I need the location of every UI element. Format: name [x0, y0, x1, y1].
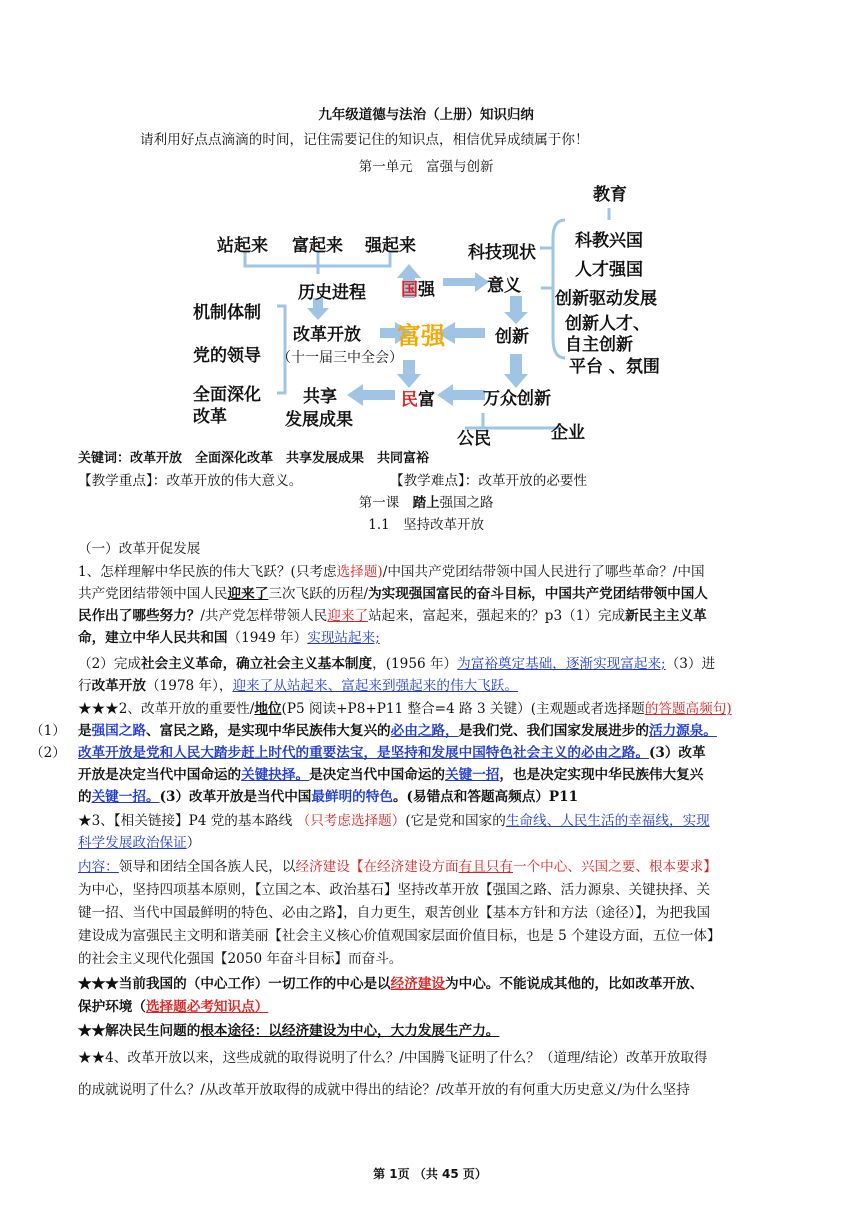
q1-l2d: 为实现强国富民的奋斗目标，中国共产党团结带领中国人	[368, 586, 708, 602]
q1-l5a: （2）完成	[78, 656, 142, 672]
diagram-label-fuqilai: 富起来	[292, 236, 343, 256]
lesson-title-b: 踏上	[412, 495, 440, 511]
diagram-label-lishijincheng: 历史进程	[298, 283, 366, 303]
q3-l3f: 一个中心、兴国之要、根本要求】	[513, 859, 717, 875]
unit-title: 第一单元 富强与创新	[358, 159, 494, 175]
mind-map-diagram	[185, 178, 675, 448]
diagram-label-fazhanchengguo: 发展成果	[285, 410, 353, 430]
q1-l4c: 实现站起来;	[307, 630, 380, 646]
q3-l1b: （只考虑选择题）	[296, 813, 406, 829]
fu-char: 富	[418, 390, 435, 410]
star3-l2b: 选择题必考知识点）	[145, 999, 269, 1015]
q1-l1c: /中国共产党团结带领中国人民进行了哪些革命？/中国	[382, 564, 705, 580]
teaching-difficult: 【教学难点】：改革开放的必要性	[390, 473, 588, 489]
q2-l2e: 是我们党、我们国家发展进步的	[458, 723, 649, 739]
q2-l2a: 是	[78, 723, 92, 739]
q2-l2f: 活力源泉。	[648, 723, 717, 739]
qiang-char: 强	[418, 280, 435, 300]
q1-l2c: 三次飞跃的历程/	[268, 586, 369, 602]
doc-intro: 请利用好点点滴滴的时间，记住需要记住的知识点，相信优异成绩属于你！	[140, 132, 589, 148]
q1-line-4	[78, 627, 380, 649]
q2-l1d: 的答题高频句)	[644, 701, 732, 717]
q3-l1c: (它是党和国家的	[405, 813, 506, 829]
diagram-label-shiyijie: （十一届三中全会）	[277, 350, 403, 366]
q3-l2a: 科学发展政治保证	[78, 835, 187, 851]
q1-line-5	[78, 653, 715, 675]
q3-l3e: 有且只有	[458, 859, 513, 875]
q2-l2b: 强国之路	[91, 723, 146, 739]
q2-margin-2: （2）	[30, 745, 66, 761]
star3-l2a: 保护环境（	[78, 999, 146, 1015]
diagram-label-quanmianshenhua: 全面深化	[193, 385, 261, 405]
star2-l1c: ：以经济建设为中心，大力发展生产力。	[254, 1023, 500, 1039]
q1-l3c: 迎来了	[327, 608, 369, 624]
q4-line-2: 的成就说明了什么？/从改革开放取得的成就中得出的结论？/改革开放的有何重大历史意义/为什么坚持	[78, 1082, 690, 1098]
diagram-label-guoqiang	[401, 275, 435, 300]
q2-l1a: ★★★2、改革开放的重要性/	[78, 701, 255, 717]
diagram-label-minfu	[401, 385, 435, 410]
q1-l5d: 为富裕奠定基础，逐渐实现富起来;	[457, 656, 666, 672]
q3-line-6: 建设成为富强民主文明和谐美丽【社会主义核心价值观国家层面价值目标，也是 5 个建设方面，五位一体】	[78, 928, 721, 944]
star3-l1a: ★★★当前我国的（中心工作）一切工作的中心是以	[78, 976, 391, 992]
teaching-key: 【教学重点】：改革开放的伟大意义。	[78, 473, 303, 489]
q2-l2c: 、富民之路，是实现中华民族伟大复兴的	[145, 723, 391, 739]
diagram-label-jizhitizhi: 机制体制	[193, 303, 261, 323]
diagram-label-qiye: 企业	[551, 423, 585, 443]
diagram-label-qiangqilai: 强起来	[365, 236, 416, 256]
q1-l6c: （1978 年），	[145, 678, 233, 694]
q1-l6b: 改革开放	[91, 678, 146, 694]
q1-l4b: （1949 年）	[227, 630, 308, 646]
keywords: 关键词：改革开放 全面深化改革 共享发展成果 共同富裕	[78, 451, 430, 466]
q2-line-1	[78, 698, 732, 720]
q1-l5b: 社会主义革命，确立社会主义基本制度	[141, 656, 373, 672]
q2-line-2	[78, 720, 717, 742]
diagram-label-fuqiang: 富强	[397, 322, 445, 350]
diagram-label-wanzhongchuangxin: 万众创新	[483, 389, 551, 409]
q1-line-1	[78, 561, 705, 583]
guo-char: 国	[401, 280, 418, 300]
diagram-label-chuangxin: 创新	[495, 327, 529, 347]
q2-l1b: 地位	[254, 701, 282, 717]
section-title: 1.1 坚持改革开放	[368, 517, 484, 533]
q1-line-6	[78, 675, 518, 697]
q2-l3a: 改革开放是党和人民大踏步赶上时代的重要法宝，是坚持和发展中国特色社会主义的必由之路。	[78, 745, 649, 761]
q1-l5c: ，(1956 年）	[372, 656, 458, 672]
diagram-label-kejiaoxingguo: 科教兴国	[575, 231, 643, 251]
diagram-label-pingtai: 平台 、氛围	[569, 357, 660, 377]
q1-l6a: 行	[78, 678, 92, 694]
diagram-label-chuangxinqudong: 创新驱动发展	[555, 289, 657, 309]
q4-line-1: ★★4、改革开放以来，这些成就的取得说明了什么？/中国腾飞证明了什么？（道理/结论）改革开放取得	[78, 1050, 708, 1066]
diagram-label-kejixianzhuang: 科技现状	[468, 243, 536, 263]
q1-l1b: 选择题)	[336, 564, 383, 580]
star3-l1c: 为中心。不能说成其他的，比如改革开放、	[445, 976, 704, 992]
q2-l5e: 。(易错点和答题高频点）P11	[392, 789, 579, 805]
diagram-label-gongmin: 公民	[457, 429, 491, 449]
star2-l1b: 根本途径	[200, 1023, 255, 1039]
q3-line-5: 键一招、当代中国最鲜明的特色、必由之路】，自力更生，艰苦创业【基本方针和方法（途径）】，为把我国	[78, 905, 711, 921]
star2-l1a: ★★解决民生问题的	[78, 1023, 201, 1039]
q2-line-3	[78, 742, 706, 764]
q3-line-7: 的社会主义现代化强国【2050 年奋斗目标】而奋斗。	[78, 951, 403, 967]
q3-line-3	[78, 856, 717, 878]
q1-l1a: 1、怎样理解中华民族的伟大飞跃？(只考虑	[78, 564, 337, 580]
q1-l3d: 站起来，富起来，强起来的？p3（1）完成	[368, 608, 626, 624]
q3-line-1	[78, 810, 710, 832]
part-heading: （一）改革开促发展	[78, 541, 201, 557]
q3-l3c: 经济建设	[295, 859, 350, 875]
q1-line-3	[78, 605, 707, 627]
q2-l4d: 关键一招	[445, 767, 500, 783]
diagram-label-zizhuchuangxin: 自主创新	[565, 335, 633, 355]
q3-l3a: 内容：	[78, 859, 119, 875]
q1-l2b: 迎来了	[227, 586, 269, 602]
q2-margin-1: （1）	[30, 723, 66, 739]
q2-l4e: ，也是决定实现中华民族伟大复兴	[499, 767, 704, 783]
q2-line-5	[78, 786, 578, 808]
q3-l1a: ★3、【相关链接】P4 党的基本路线	[78, 813, 297, 829]
star3-line-1	[78, 973, 703, 995]
diagram-label-jiaoyu: 教育	[593, 185, 627, 205]
q1-l5e: （3）进	[665, 656, 716, 672]
diagram-label-gaige: 改革	[193, 407, 227, 427]
q2-l1c: (P5 阅读+P8+P11 整合=4 路 3 关键）(主观题或者选择题	[281, 701, 645, 717]
q2-l5c: (3）改革开放是当代中国	[159, 789, 312, 805]
q2-l4a: 开放是决定当代中国命运的	[78, 767, 242, 783]
q1-l6d: 迎来了从站起来、富起来到强起来的伟大飞跃。	[232, 678, 518, 694]
lesson-title-c: 强国之路	[439, 495, 494, 511]
q3-line-4: 为中心，坚持四项基本原则，【立国之本、政治基石】坚持改革开放【强国之路、活力源泉、关键抉择、关	[78, 882, 711, 898]
q3-l1d: 生命线、人民生活的幸福线，实现	[505, 813, 710, 829]
diagram-label-dangdelingdao: 党的领导	[193, 346, 261, 366]
q2-l5d: 最鲜明的特色	[311, 789, 393, 805]
q3-l3d: 【在经济建设方面	[349, 859, 459, 875]
q2-line-4	[78, 764, 703, 786]
q2-l4b: 关键抉择。	[241, 767, 310, 783]
min-char: 民	[401, 390, 418, 410]
q3-line-2	[78, 832, 200, 854]
q1-l3a: 民作出了哪些努力？	[78, 608, 201, 624]
star2-line-1	[78, 1020, 499, 1042]
q2-l3b: (3）改革	[648, 745, 706, 761]
star3-l1b: 经济建设	[390, 976, 446, 992]
diagram-label-chuangxinrencai: 创新人才、	[565, 314, 650, 334]
star3-line-2	[78, 996, 268, 1018]
diagram-label-gaigekaifang: 改革开放	[293, 325, 361, 345]
q1-line-2	[78, 583, 708, 605]
q1-l3e: 新民主主义革	[625, 608, 707, 624]
diagram-label-zhanqilai: 站起来	[217, 236, 268, 256]
doc-title: 九年级道德与法治（上册）知识归纳	[318, 107, 534, 123]
q1-l3b: /共产党怎样带领人民	[200, 608, 328, 624]
diagram-label-gongxiang: 共享	[303, 387, 337, 407]
q3-l3b: 领导和团结全国各族人民，以	[118, 859, 296, 875]
q1-l4a: 命，建立中华人民共和国	[78, 630, 228, 646]
lesson-title	[0, 492, 852, 514]
page-footer: 第 1页 （共 45 页）	[373, 1167, 487, 1181]
q2-l5b: 关键一招。	[91, 789, 160, 805]
q1-l2a: 共产党团结带领中国人民	[78, 586, 228, 602]
q3-l2b: ）	[186, 835, 201, 851]
diagram-label-rencaiqiangguo: 人才强国	[575, 260, 643, 280]
lesson-title-a: 第一课	[358, 495, 413, 511]
q2-l5a: 的	[78, 789, 92, 805]
diagram-label-yiyi: 意义	[487, 276, 521, 296]
q2-l4c: 是决定当代中国命运的	[309, 767, 446, 783]
q2-l2d: 必由之路，	[390, 723, 459, 739]
